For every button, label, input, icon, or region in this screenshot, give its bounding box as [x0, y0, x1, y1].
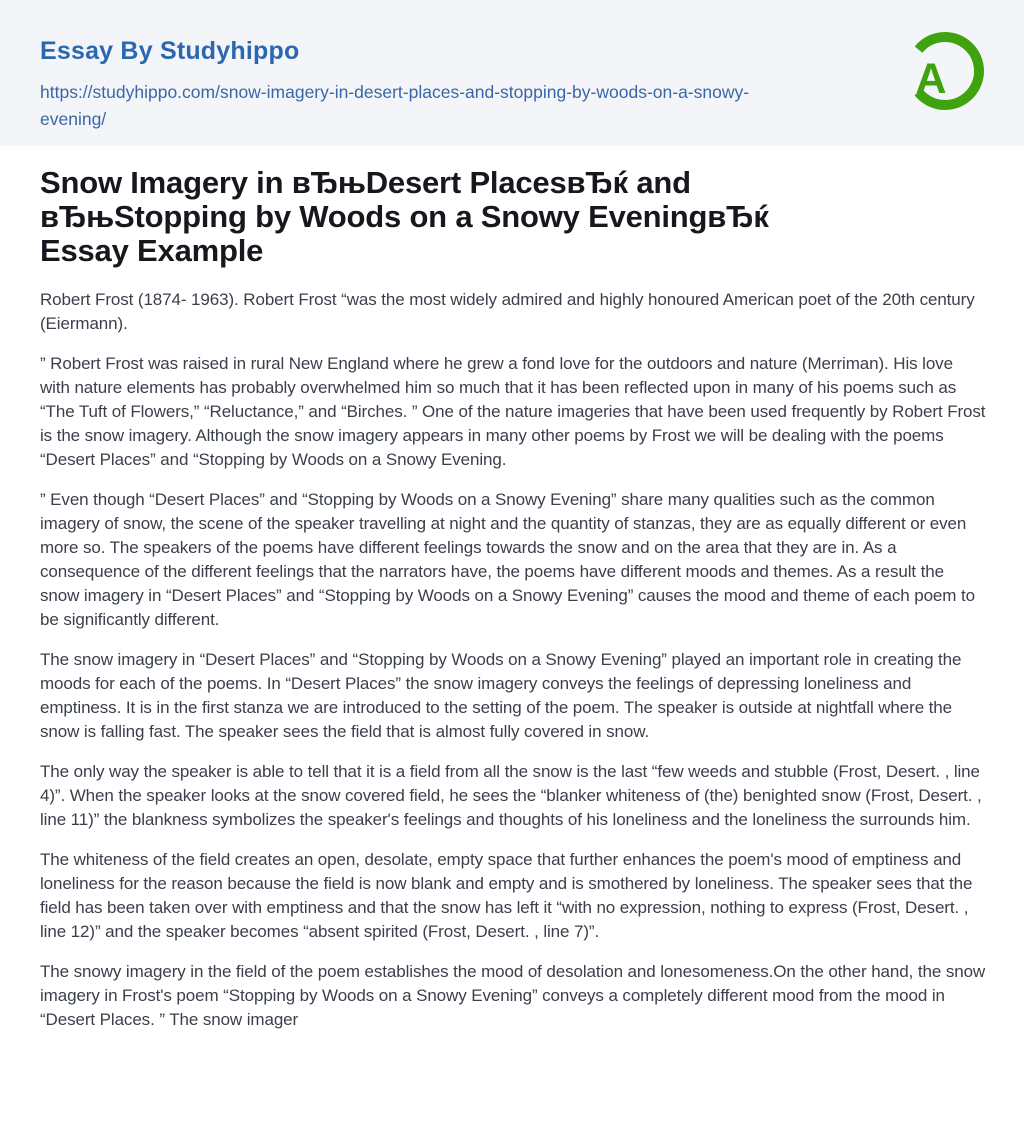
essay-paragraph: Robert Frost (1874- 1963). Robert Frost “was the most widely admired and highly honoured American poet of the 20th century (Eiermann). — [40, 290, 975, 333]
source-url-link[interactable]: https://studyhippo.com/snow-imagery-in-desert-places-and-stopping-by-woods-on-a-snowy-evening/ — [40, 81, 750, 129]
essay-paragraph: ” Robert Frost was raised in rural New England where he grew a fond love for the outdoors and nature (Merriman). His love with nature elements has probably overwhelmed him so much that it has been reflected upon in many of his poems such as “The Tuft of Flowers,” “Reluctance,” and “Birches. ” One of the nature imageries that have been used frequently by Robert Frost is the snow imagery. Although the snow imagery appears in many other poems by Frost we will be dealing with the poems “Desert Places” and “Stopping by Woods on a Snowy Evening. — [40, 354, 986, 469]
logo-letter: A — [915, 55, 947, 103]
essay-paragraph: The whiteness of the field creates an open, desolate, empty space that further enhances the poem's mood of emptiness and loneliness for the reason because the field is now blank and empty and is smothered by loneliness. The speaker sees that the field has been taken over with emptiness and that the snow has left it “with no expression, nothing to express (Frost, Desert. , line 12)” and the speaker becomes “absent spirited (Frost, Desert. , line 7)”. — [40, 850, 973, 941]
essay-title — [0, 146, 1024, 268]
site-heading: Essay By Studyhippo — [40, 37, 300, 65]
page-header — [0, 0, 1024, 146]
essay-paragraph: The snow imagery in “Desert Places” and “Stopping by Woods on a Snowy Evening” played an important role in creating the moods for each of the poems. In “Desert Places” the snow imagery conveys the feelings of depressing loneliness and emptiness. It is in the first stanza we are introduced to the setting of the poem. The speaker is outside at nightfall where the snow is falling fast. The speaker sees the field that is almost fully covered in snow. — [40, 650, 962, 741]
essay-title-line: Essay Example — [40, 233, 264, 268]
essay-title-line: Snow Imagery in вЂњDesert PlacesвЂќ and — [40, 165, 691, 200]
essay-paragraph: The snowy imagery in the field of the poem establishes the mood of desolation and lonesomeness.On the other hand, the snow imagery in Frost's poem “Stopping by Woods on a Snowy Evening” conveys a completely different mood from the mood in “Desert Places. ” The snow imager — [40, 962, 986, 1029]
logo-arc-icon — [902, 24, 988, 120]
essay-body — [0, 268, 1024, 1088]
essay-paragraph: The only way the speaker is able to tell that it is a field from all the snow is the last “few weeds and stubble (Frost, Desert. , line 4)”. When the speaker looks at the snow covered field, he sees the “blanker whiteness of (the) benighted snow (Frost, Desert. , line 11)” the blankness symbolizes the speaker's feelings and thoughts of his loneliness and the loneliness the surrounds him. — [40, 762, 982, 829]
essay-paragraph: ” Even though “Desert Places” and “Stopping by Woods on a Snowy Evening” share many qualities such as the common imagery of snow, the scene of the speaker travelling at night and the quantity of stanzas, they are as equally different or even more so. The speakers of the poems have different feelings towards the snow and on the area that they are in. As a consequence of the different feelings that the narrators have, the poems have different moods and themes. As a result the snow imagery in “Desert Places” and “Stopping by Woods on a Snowy Evening” causes the mood and theme of each poem to be significantly different. — [40, 490, 975, 629]
essay-title-line: вЂњStopping by Woods on a Snowy EveningвЂќ — [40, 199, 769, 234]
studyhippo-logo — [902, 24, 988, 120]
